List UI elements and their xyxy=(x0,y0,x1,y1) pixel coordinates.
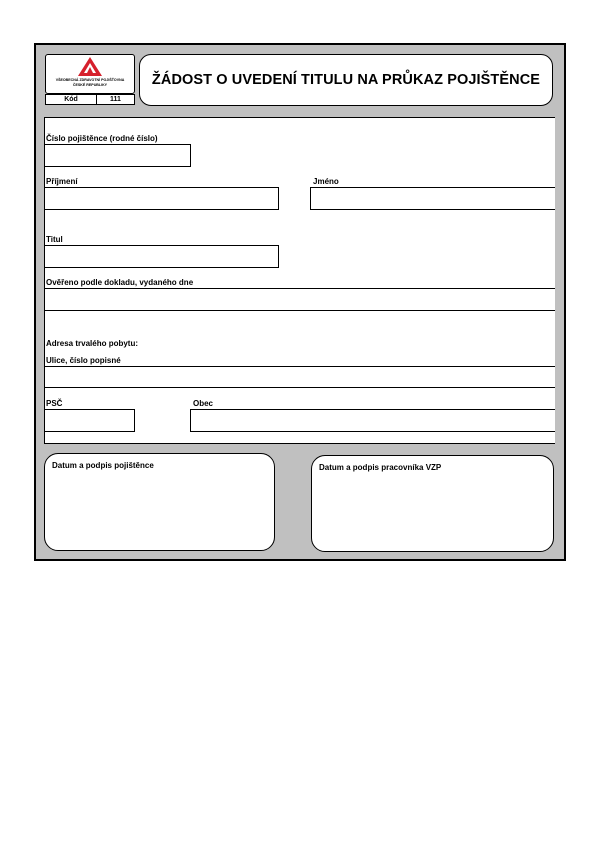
kod-box xyxy=(45,94,135,105)
prijmeni-label: Příjmení xyxy=(46,177,78,186)
obec-field[interactable] xyxy=(190,409,555,432)
overeno-field[interactable] xyxy=(45,289,555,310)
cislo-field[interactable] xyxy=(44,144,191,167)
signature-staff-label: Datum a podpis pracovníka VZP xyxy=(319,463,442,472)
obec-label: Obec xyxy=(193,399,214,408)
kod-value: 111 xyxy=(110,96,121,103)
signature-box-staff[interactable] xyxy=(311,455,554,552)
signature-box-insured[interactable] xyxy=(44,453,275,551)
logo-text-line-1: VŠEOBECNÁ ZDRAVOTNÍ POJIŠŤOVNA xyxy=(55,78,125,82)
ulice-field[interactable] xyxy=(45,367,555,387)
overeno-label: Ověřeno podle dokladu, vydaného dne xyxy=(46,278,194,287)
titul-label: Titul xyxy=(46,235,63,244)
psc-label: PSČ xyxy=(46,399,63,408)
vzp-logo-icon xyxy=(46,55,134,93)
jmeno-field[interactable] xyxy=(310,187,555,210)
titul-field[interactable] xyxy=(44,245,279,268)
jmeno-label: Jméno xyxy=(313,177,339,186)
kod-label: Kód xyxy=(46,95,97,104)
title-box xyxy=(139,54,553,106)
logo xyxy=(45,54,135,94)
ulice-line-bottom xyxy=(44,387,555,388)
prijmeni-field[interactable] xyxy=(44,187,279,210)
adresa-label: Adresa trvalého pobytu: xyxy=(46,339,139,348)
form-title: ŽÁDOST O UVEDENÍ TITULU NA PRŮKAZ POJIŠTĚNCE xyxy=(151,72,541,88)
logo-text xyxy=(46,78,134,87)
ulice-label: Ulice, číslo popisné xyxy=(46,356,121,365)
signature-insured-label: Datum a podpis pojištěnce xyxy=(52,461,154,470)
logo-text-line-2: ČESKÉ REPUBLIKY xyxy=(72,82,108,87)
overeno-line-bottom xyxy=(44,310,555,311)
cislo-label: Číslo pojištěnce (rodné číslo) xyxy=(46,134,158,143)
psc-field[interactable] xyxy=(44,409,135,432)
